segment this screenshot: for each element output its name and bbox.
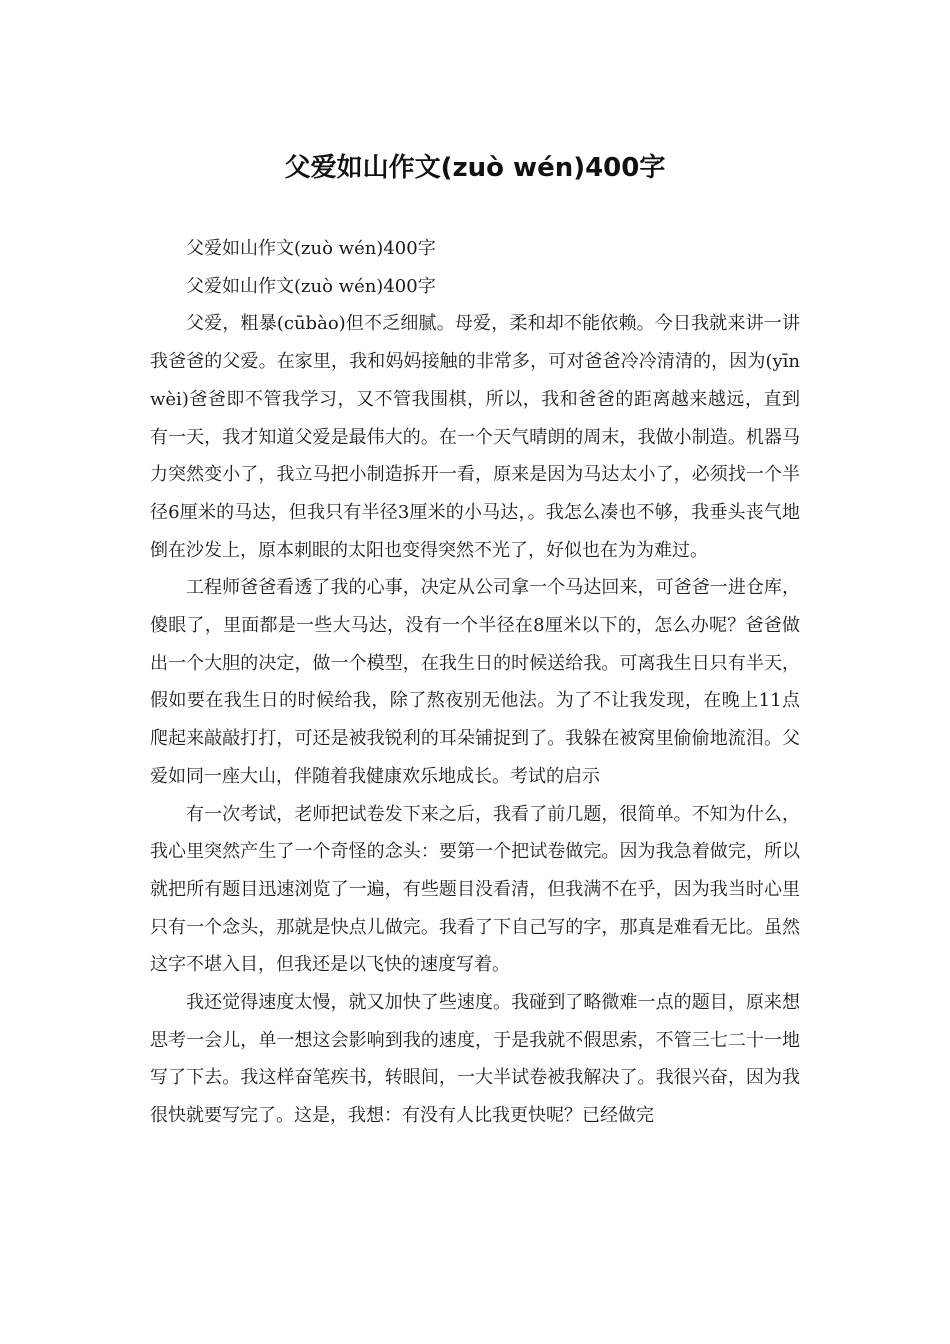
document-body [150,230,800,1135]
paragraph: 父爱如山作文(zuò wén)400字 [186,275,436,297]
paragraph: 有一次考试，老师把试卷发下来之后，我看了前几题，很简单。不知为什么，我心里突然产生了一个奇怪的念头：要第一个把试卷做完。因为我急着做完，所以就把所有题目迅速浏览了一遍，有些题目没看清，但我满不在乎，因为我当时心里只有一个念头，那就是快点儿做完。我看了下自己写的字，那真是难看无比。虽然这字不堪入目，但我还是以飞快的速度写着。 [150,803,800,976]
document-title: 父爱如山作文(zuò wén)400字 [284,153,666,183]
paragraph: 工程师爸爸看透了我的心事，决定从公司拿一个马达回来，可爸爸一进仓库，傻眼了，里面都是一些大马达，没有一个半径在8厘米以下的，怎么办呢？爸爸做出一个大胆的决定，做一个模型，在我生日的时候送给我。可离我生日只有半天，假如要在我生日的时候给我，除了熬夜别无他法。为了不让我发现，在晚上11点爬起来敲敲打打，可还是被我锐利的耳朵铺捉到了。我躲在被窝里偷偷地流泪。父爱如同一座大山，伴随着我健康欢乐地成长。考试的启示 [150,577,800,787]
paragraph: 父爱，粗暴(cūbào)但不乏细腻。母爱，柔和却不能依赖。今日我就来讲一讲我爸爸的父爱。在家里，我和妈妈接触的非常多，可对爸爸冷冷清清的，因为(yīn wèi)爸爸即不管我学习，又不管我围棋，所以，我和爸爸的距离越来越远，直到有一天，我才知道父爱是最伟大的。在一个天气晴朗的周末，我做小制造。机器马力突然变小了，我立马把小制造拆开一看，原来是因为马达太小了，必须找一个半径6厘米的马达，但我只有半径3厘米的小马达，。我怎么凑也不够，我垂头丧气地倒在沙发上，原本刺眼的太阳也变得突然不光了，好似也在为为难过。 [150,313,800,561]
paragraph: 我还觉得速度太慢，就又加快了些速度。我碰到了略微难一点的题目，原来想思考一会儿，单一想这会影响到我的速度，于是我就不假思索，不管三七二十一地写了下去。我这样奋笔疾书，转眼间，一大半试卷被我解决了。我很兴奋，因为我很快就要写完了。这是，我想：有没有人比我更快呢？已经做完 [150,992,800,1127]
paragraph: 父爱如山作文(zuò wén)400字 [186,238,436,259]
